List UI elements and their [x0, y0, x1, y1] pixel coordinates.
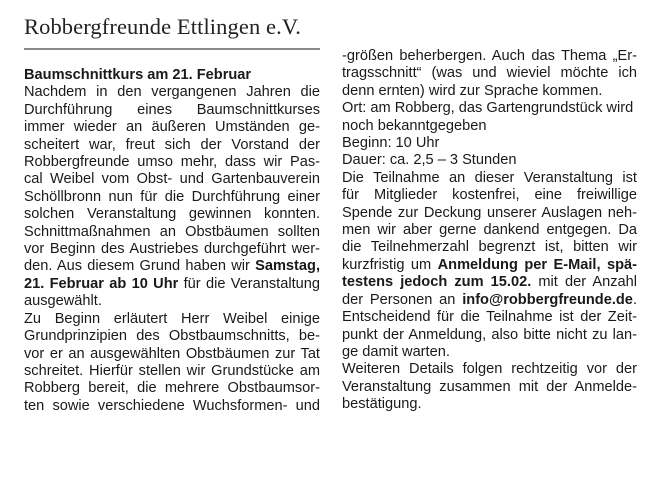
- text-line: Dauer: ca. 2,5 – 3 Stunden: [342, 152, 517, 169]
- text-run: kurzfristig um: [342, 256, 438, 273]
- text-run: der Personen an: [342, 291, 463, 308]
- text-line: solchen Veranstaltung gewinnen konnten.: [24, 206, 320, 223]
- text-line: cal Weibel vom Obst- und Gartenbauverein: [24, 171, 320, 188]
- paragraph-program: [24, 311, 320, 415]
- text-line: Schnittmaßnahmen an Obstbäumen sollten: [24, 223, 320, 240]
- text-line: die Teilnehmerzahl begrenzt ist, bitten wir: [342, 239, 637, 256]
- text-line: Spende zur Deckung unserer Auslagen neh-: [342, 204, 637, 221]
- text-line: scheitert war, freut sich der Vorstand der: [24, 136, 320, 153]
- article-right-column: [342, 48, 637, 414]
- paragraph-registration: [342, 170, 637, 361]
- text-line: schreitet. Hierfür stellen wir Grundstücke am: [24, 362, 320, 379]
- email-address: info@robbergfreunde.de: [462, 291, 633, 308]
- text-line: -größen beherbergen. Auch das Thema „Er-: [342, 48, 637, 64]
- duration-info: [342, 152, 637, 169]
- text-line: ten sowie verschiedene Wuchsformen- und: [24, 397, 320, 414]
- text-line: Grundprinzipien des Obstbaumschnitts, be-: [24, 328, 320, 345]
- text-line: [24, 258, 320, 275]
- text-line: [342, 292, 637, 309]
- location-info: [342, 100, 637, 135]
- text-line: ausgewählt.: [24, 293, 102, 310]
- start-time-info: [342, 135, 637, 152]
- paragraph-program-continued: [342, 48, 637, 100]
- text-line: vor er an ausgewählten Obstbäumen zur Tat: [24, 345, 320, 362]
- paragraph-intro: [24, 84, 320, 310]
- text-line: Nachdem in den vergangenen Jahren die: [24, 84, 320, 101]
- text-line: ge damit warten.: [342, 343, 450, 360]
- text-line: Robberg bereit, die mehrere Obstbaumsor-: [24, 380, 320, 397]
- text-line: Zu Beginn erläutert Herr Weibel einige: [24, 310, 320, 327]
- date-highlight: 21. Februar ab 10 Uhr: [24, 275, 179, 292]
- text-line: noch bekanntgegeben: [342, 117, 487, 134]
- text-line: bestätigung.: [342, 396, 422, 413]
- text-line: immer wieder an äußeren Umständen ge-: [24, 119, 320, 136]
- text-line: [342, 274, 637, 291]
- text-line: men wir aber gerne dankend entgegen. Da: [342, 222, 637, 239]
- text-line: vor Beginn des Austriebes durchgeführt wer-: [24, 241, 320, 258]
- text-line: [342, 257, 637, 274]
- deadline-highlight: testens jedoch zum 15.02.: [342, 274, 532, 291]
- paragraph-details: [342, 361, 637, 413]
- text-line: denn ernten) wird zur Sprache kommen.: [342, 82, 603, 99]
- text-line: Schöllbronn nun für die Durchführung einer: [24, 188, 320, 205]
- header-bar: [24, 12, 320, 50]
- text-run: mit der Anzahl: [531, 274, 637, 291]
- text-line: Durchführung eines Baumschnittkurses: [24, 101, 320, 118]
- registration-highlight: Anmeldung per E-Mail, spä-: [437, 256, 637, 273]
- text-line: Robbergfreunde umso mehr, dass wir Pas-: [24, 154, 320, 171]
- text-line: Ort: am Robberg, das Gartengrundstück wird: [342, 100, 634, 117]
- text-run: für die Veranstaltung: [178, 275, 321, 292]
- club-title: Robbergfreunde Ettlingen e.V.: [24, 14, 302, 39]
- text-line: Entscheidend für die Teilnahme ist der Zeit-: [342, 309, 637, 326]
- article-left-column: [24, 67, 320, 415]
- date-highlight: Samstag,: [255, 258, 320, 275]
- article-heading: Baumschnittkurs am 21. Februar: [24, 67, 252, 83]
- text-line: Veranstaltung zusammen mit der Anmelde-: [342, 378, 637, 395]
- text-line: Die Teilnahme an dieser Veranstaltung ist: [342, 169, 637, 186]
- text-run: den. Aus diesem Grund haben wir: [24, 258, 256, 275]
- text-line: Beginn: 10 Uhr: [342, 135, 440, 152]
- text-line: Weiteren Details folgen rechtzeitig vor der: [342, 361, 637, 378]
- text-line: [24, 276, 320, 293]
- text-line: für Mitglieder kostenfrei, eine freiwillige: [342, 187, 637, 204]
- text-run: .: [632, 291, 637, 308]
- text-line: tragsschnitt“ (was und wieviel möchte ich: [342, 65, 637, 82]
- text-line: punkt der Anmeldung, also bitte nicht zu lan-: [342, 326, 637, 343]
